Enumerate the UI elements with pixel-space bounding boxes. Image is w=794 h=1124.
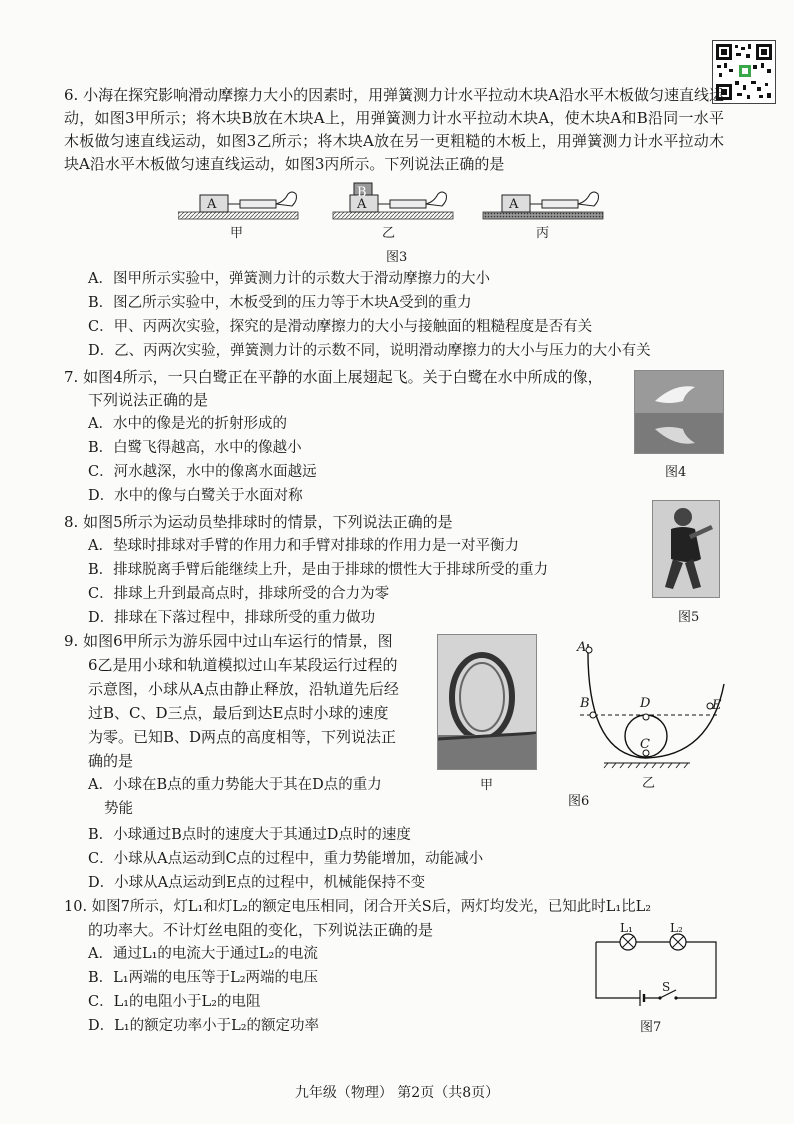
q8-option-c: C．排球上升到最高点时，排球所受的合力为零 [88,586,390,602]
q6-option-b: B．图乙所示实验中，木板受到的压力等于木块A受到的重力 [88,295,472,311]
point-a-label: A [577,640,587,655]
q9-option-b: B．小球通过B点时的速度大于其通过D点时的速度 [88,827,411,843]
q10-option-b: B．L₁两端的电压等于L₂两端的电压 [88,970,319,986]
fig5-caption: 图5 [678,610,700,625]
q9-stem-line3: 示意图，小球从A点由静止释放，沿轨道先后经 [88,680,399,698]
q9-option-a-line2: 势能 [104,801,133,817]
q7-option-c: C．河水越深，水中的像离水面越远 [88,464,317,480]
fig7-caption: 图7 [640,1020,662,1035]
q8-option-d: D．排球在下落过程中，排球所受的重力做功 [88,610,376,626]
egret-photo [634,370,724,454]
q9-option-a-line1: A．小球在B点的重力势能大于其在D点的重力 [88,777,382,793]
lamp-l1-label: L₁ [620,921,633,935]
fig4-caption: 图4 [665,465,687,480]
q9-stem-line6: 确的是 [88,752,134,770]
block-a-label-1: A [207,197,217,212]
point-c-label: C [640,737,650,752]
q7-option-b: B．白鹭飞得越高，水中的像越小 [88,440,302,456]
roller-coaster-photo [437,634,537,770]
fig6-caption: 图6 [568,794,590,809]
q8-option-a: A．垫球时排球对手臂的作用力和手臂对排球的作用力是一对平衡力 [88,538,519,554]
q10-option-c: C．L₁的电阻小于L₂的电阻 [88,994,261,1010]
q6-option-a: A．图甲所示实验中，弹簧测力计的示数大于滑动摩擦力的大小 [88,271,490,287]
figure-3 [178,182,618,240]
volleyball-player-photo [652,500,720,598]
q9-option-d: D．小球从A点运动到E点的过程中，机械能保持不变 [88,875,426,891]
q7-option-d: D．水中的像与白鹭关于水面对称 [88,488,303,504]
fig6-label-jia: 甲 [480,778,494,793]
q10-stem-line2: 的功率大。不计灯丝电阻的变化，下列说法正确的是 [88,921,434,939]
fig3-label-yi: 乙 [382,226,396,241]
q7-stem-line1: 7. 如图4所示，一只白鹭正在平静的水面上展翅起飞。关于白鹭在水中所成的像， [64,368,603,386]
lamp-l2-label: L₂ [670,921,683,935]
q6-option-d: D．乙、丙两次实验，弹簧测力计的示数不同，说明滑动摩擦力的大小与压力的大小有关 [88,343,651,359]
fig3-label-bing: 丙 [536,226,550,241]
q9-stem-line4: 过B、C、D三点，最后到达E点时小球的速度 [88,704,389,722]
q6-option-c: C．甲、丙两次实验，探究的是滑动摩擦力的大小与接触面的粗糙程度是否有关 [88,319,593,335]
q10-option-a: A．通过L₁的电流大于通过L₂的电流 [88,946,318,962]
point-d-label: D [640,696,651,711]
block-a-label-2: A [357,197,367,212]
q9-stem-line2: 6乙是用小球和轨道模拟过山车某段运行过程的 [88,656,398,674]
q7-stem-line2: 下列说法正确的是 [88,391,209,409]
point-e-label: E [712,698,722,713]
q10-stem-line1: 10. 如图7所示，灯L₁和灯L₂的额定电压相同，闭合开关S后，两灯均发光，已知此时L₁比L₂ [64,899,652,915]
q8-option-b: B．排球脱离手臂后能继续上升，是由于排球的惯性大于排球所受的重力 [88,562,549,578]
q9-stem-line1: 9. 如图6甲所示为游乐园中过山车运行的情景，图 [64,632,393,650]
q9-option-c: C．小球从A点运动到C点的过程中，重力势能增加，动能减小 [88,851,484,867]
block-a-label-3: A [509,197,519,212]
q9-stem-line5: 为零。已知B、D两点的高度相等，下列说法正 [88,728,397,746]
block-b-label: B [357,185,367,200]
q8-stem: 8. 如图5所示为运动员垫排球时的情景，下列说法正确的是 [64,513,453,531]
q6-stem: 6. 小海在探究影响滑动摩擦力大小的因素时，用弹簧测力计水平拉动木块A沿水平木板做匀速直线运动，如图3甲所示；将木块B放在木块A上，用弹簧测力计水平拉动木块A，使木块A和B沿同一水平木板做匀速直线运动，如图3乙所示；将木块A放在另一更粗糙的木板上，用弹簧测力计水平拉动木块A沿水平木板做匀速直线运动，如图3丙所示。下列说法正确的是 [64,86,724,173]
switch-s-label: S [662,980,671,994]
fig6-label-yi: 乙 [642,776,656,791]
q10-option-d: D．L₁的额定功率小于L₂的额定功率 [88,1018,320,1034]
point-b-label: B [580,696,590,711]
fig3-caption: 图3 [386,250,408,265]
fig3-label-jia: 甲 [230,226,244,241]
figure-7-circuit [592,926,720,1008]
page-footer: 九年级（物理） 第2页（共8页） [294,1085,500,1101]
q7-option-a: A．水中的像是光的折射形成的 [88,416,287,432]
